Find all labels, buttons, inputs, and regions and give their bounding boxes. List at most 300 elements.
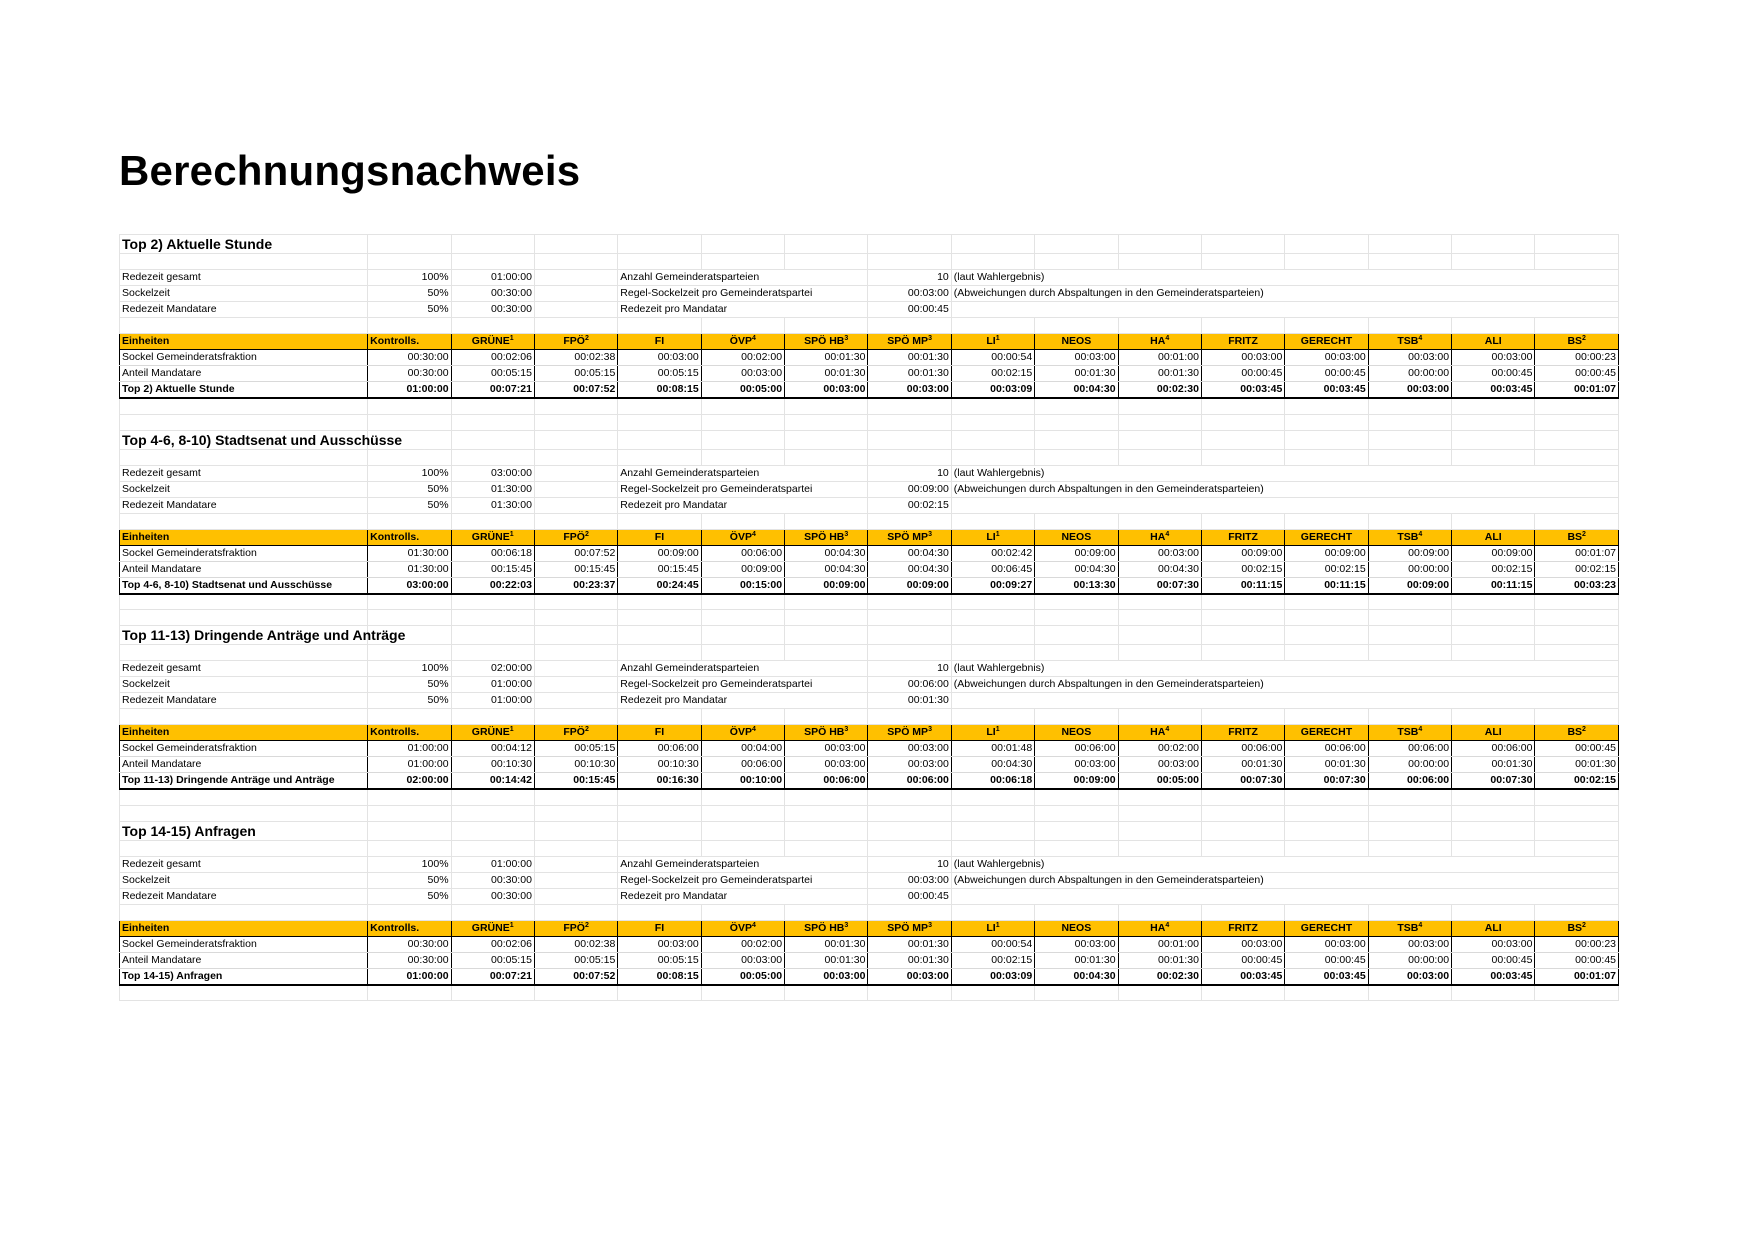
column-header-party (785, 920, 868, 936)
anteil-row (120, 366, 1619, 382)
time-value: 01:00:00 (368, 757, 451, 773)
empty-cell (951, 318, 1034, 334)
time-value: 00:05:00 (701, 968, 784, 985)
parameter-note: (laut Wahlergebnis) (951, 856, 1618, 872)
column-header-einheiten: Einheiten (120, 920, 368, 936)
empty-cell (951, 709, 1034, 725)
empty-cell (701, 610, 784, 626)
empty-cell (1035, 235, 1118, 254)
empty-cell (868, 235, 951, 254)
empty-cell (534, 430, 617, 449)
empty-cell (368, 398, 451, 414)
time-value: 03:00:00 (368, 577, 451, 594)
column-header-party (618, 334, 701, 350)
time-value: 00:01:30 (868, 366, 951, 382)
sockel-row (120, 741, 1619, 757)
time-value: 00:09:00 (701, 561, 784, 577)
time-value: 00:00:54 (951, 350, 1034, 366)
party-footnote: 2 (584, 726, 589, 733)
empty-cell (618, 840, 701, 856)
empty-cell (120, 414, 368, 430)
empty-cell (701, 904, 784, 920)
empty-cell (951, 513, 1034, 529)
empty-cell (1452, 709, 1535, 725)
empty-cell (451, 805, 534, 821)
empty-cell (451, 398, 534, 414)
empty-cell (785, 789, 868, 805)
party-name: FPÖ (563, 921, 585, 934)
time-value: 00:03:45 (1452, 968, 1535, 985)
parameter-percent: 50% (368, 302, 451, 318)
empty-cell (1535, 318, 1619, 334)
parameter-percent: 50% (368, 888, 451, 904)
empty-cell (368, 904, 451, 920)
column-header-party (868, 725, 951, 741)
empty-cell (1535, 430, 1619, 449)
empty-cell (368, 254, 451, 270)
party-name: NEOS (1061, 530, 1092, 543)
party-name: SPÖ MP (887, 335, 929, 347)
time-value: 00:06:00 (1368, 741, 1451, 757)
time-value: 00:03:00 (868, 757, 951, 773)
row-label: Top 11-13) Dringende Anträge und Anträge (120, 773, 368, 790)
time-value: 00:01:30 (1118, 952, 1201, 968)
empty-cell (534, 805, 617, 821)
empty-cell (1201, 414, 1284, 430)
empty-cell (1285, 985, 1368, 1001)
empty-cell (1035, 821, 1118, 840)
time-value: 00:06:18 (451, 545, 534, 561)
time-value: 00:06:00 (1201, 741, 1284, 757)
column-header-party (785, 334, 868, 350)
empty-cell (1368, 318, 1451, 334)
empty-cell (785, 645, 868, 661)
column-header-party (701, 334, 784, 350)
empty-cell (1201, 626, 1284, 645)
party-footnote: 4 (1418, 726, 1423, 733)
column-header-party (868, 334, 951, 350)
parameter-label: Anzahl Gemeinderatsparteien (618, 465, 868, 481)
parameter-label: Regel-Sockelzeit pro Gemeinderatspartei (618, 286, 868, 302)
empty-cell (618, 513, 701, 529)
empty-row (120, 449, 1619, 465)
party-footnote: 3 (928, 921, 932, 929)
empty-cell (120, 840, 368, 856)
empty-cell (451, 645, 534, 661)
empty-cell (785, 594, 868, 610)
empty-cell (785, 254, 868, 270)
time-value: 00:04:30 (1035, 561, 1118, 577)
empty-cell (1452, 414, 1535, 430)
empty-cell (1368, 594, 1451, 610)
time-value: 00:04:12 (451, 741, 534, 757)
empty-cell (868, 709, 951, 725)
party-name: FI (654, 335, 665, 347)
sheet-table (119, 234, 1619, 1001)
empty-cell (1201, 821, 1284, 840)
parameter-note (951, 497, 1618, 513)
row-label: Sockel Gemeinderatsfraktion (120, 936, 368, 952)
empty-cell (1285, 398, 1368, 414)
empty-cell (1452, 789, 1535, 805)
time-value: 00:01:30 (785, 952, 868, 968)
empty-cell (701, 645, 784, 661)
time-value: 00:07:21 (451, 382, 534, 399)
parameter-percent: 100% (368, 856, 451, 872)
time-value: 00:11:15 (1285, 577, 1368, 594)
time-value: 00:02:15 (951, 366, 1034, 382)
time-value: 00:02:15 (951, 952, 1034, 968)
empty-cell (1035, 610, 1118, 626)
party-name: ÖVP (729, 726, 752, 738)
empty-cell (1368, 821, 1451, 840)
parameter-row (120, 661, 1619, 677)
empty-cell (120, 594, 368, 610)
party-name: TSB (1397, 726, 1419, 738)
time-value: 00:05:15 (534, 952, 617, 968)
parameter-time: 02:00:00 (451, 661, 534, 677)
empty-cell (618, 414, 701, 430)
party-footnote: 1 (995, 726, 1000, 733)
empty-cell (868, 821, 951, 840)
empty-cell (1452, 398, 1535, 414)
time-value: 00:01:00 (1118, 350, 1201, 366)
empty-cell (1452, 805, 1535, 821)
empty-cell (451, 821, 534, 840)
empty-cell (368, 645, 451, 661)
parameter-time: 00:30:00 (451, 302, 534, 318)
time-value: 00:01:30 (785, 366, 868, 382)
time-value: 00:03:00 (868, 968, 951, 985)
parameter-row (120, 888, 1619, 904)
parameter-label: Redezeit gesamt (120, 465, 368, 481)
column-header-kontrolls: Kontrolls. (368, 529, 451, 545)
party-name: ALI (1484, 530, 1502, 543)
time-value: 01:00:00 (368, 968, 451, 985)
parameter-label: Redezeit gesamt (120, 661, 368, 677)
time-value: 00:15:45 (534, 773, 617, 790)
party-footnote: 4 (1165, 726, 1170, 733)
empty-cell (534, 318, 617, 334)
time-value: 00:05:15 (534, 741, 617, 757)
row-label: Top 2) Aktuelle Stunde (120, 382, 368, 399)
empty-cell (1452, 821, 1535, 840)
time-value: 00:04:30 (868, 545, 951, 561)
empty-cell (534, 497, 617, 513)
party-name: GERECHT (1300, 921, 1353, 934)
time-value: 00:02:15 (1201, 561, 1284, 577)
empty-cell (534, 626, 617, 645)
empty-cell (1535, 840, 1619, 856)
party-name: BS (1567, 921, 1583, 934)
party-name: ÖVP (729, 335, 752, 347)
empty-cell (451, 414, 534, 430)
parameter-row (120, 693, 1619, 709)
time-value: 00:03:00 (701, 366, 784, 382)
time-value: 00:02:42 (951, 545, 1034, 561)
party-name: TSB (1397, 921, 1419, 934)
empty-cell (1201, 318, 1284, 334)
party-footnote: 1 (509, 921, 514, 929)
time-value: 00:06:00 (1368, 773, 1451, 790)
empty-cell (951, 610, 1034, 626)
empty-row (120, 594, 1619, 610)
parameter-time: 03:00:00 (451, 465, 534, 481)
column-header-party (618, 529, 701, 545)
parameter-value: 00:03:00 (868, 872, 951, 888)
empty-cell (701, 414, 784, 430)
parameter-label: Redezeit pro Mandatar (618, 888, 868, 904)
time-value: 00:03:00 (785, 741, 868, 757)
party-name: FI (654, 530, 665, 543)
time-value: 00:00:45 (1535, 366, 1619, 382)
empty-cell (534, 821, 617, 840)
empty-cell (1452, 985, 1535, 1001)
party-name: SPÖ HB (804, 335, 845, 347)
empty-cell (618, 985, 701, 1001)
empty-cell (1368, 626, 1451, 645)
time-value: 00:03:00 (785, 968, 868, 985)
column-header-party (1118, 334, 1201, 350)
empty-cell (1285, 904, 1368, 920)
party-footnote: 2 (584, 335, 589, 342)
empty-cell (1535, 904, 1619, 920)
column-header-party (785, 725, 868, 741)
empty-cell (451, 235, 534, 254)
empty-cell (618, 805, 701, 821)
time-value: 01:00:00 (368, 382, 451, 399)
time-value: 00:00:45 (1535, 741, 1619, 757)
time-value: 00:03:00 (785, 382, 868, 399)
empty-cell (368, 414, 451, 430)
time-value: 00:09:27 (951, 577, 1034, 594)
parameter-value: 10 (868, 856, 951, 872)
empty-cell (868, 904, 951, 920)
empty-cell (785, 449, 868, 465)
column-header-party (1285, 334, 1368, 350)
time-value: 00:03:00 (1368, 936, 1451, 952)
empty-cell (368, 840, 451, 856)
time-value: 00:04:30 (1035, 382, 1118, 399)
empty-cell (1535, 821, 1619, 840)
time-value: 00:07:30 (1201, 773, 1284, 790)
empty-cell (1118, 449, 1201, 465)
empty-cell (701, 318, 784, 334)
time-value: 00:03:00 (1285, 936, 1368, 952)
column-header-party (1035, 920, 1118, 936)
time-value: 00:04:00 (701, 741, 784, 757)
empty-cell (618, 789, 701, 805)
party-name: ÖVP (729, 530, 752, 543)
column-header-party (1201, 725, 1284, 741)
time-value: 00:01:07 (1535, 968, 1619, 985)
party-footnote: 4 (1165, 921, 1170, 929)
empty-cell (368, 449, 451, 465)
party-footnote: 1 (995, 921, 1000, 929)
empty-cell (451, 789, 534, 805)
empty-cell (1368, 789, 1451, 805)
empty-cell (534, 513, 617, 529)
time-value: 00:23:37 (534, 577, 617, 594)
row-label: Anteil Mandatare (120, 757, 368, 773)
time-value: 00:11:15 (1452, 577, 1535, 594)
time-value: 00:03:45 (1285, 382, 1368, 399)
empty-cell (951, 985, 1034, 1001)
column-header-party (1535, 920, 1619, 936)
time-value: 00:02:15 (1452, 561, 1535, 577)
parameter-note (951, 888, 1618, 904)
empty-cell (534, 465, 617, 481)
time-value: 00:07:30 (1118, 577, 1201, 594)
empty-cell (1452, 430, 1535, 449)
parameter-percent: 50% (368, 497, 451, 513)
row-label: Top 14-15) Anfragen (120, 968, 368, 985)
empty-cell (1035, 789, 1118, 805)
time-value: 00:04:30 (951, 757, 1034, 773)
row-label: Top 4-6, 8-10) Stadtsenat und Ausschüsse (120, 577, 368, 594)
empty-cell (1535, 594, 1619, 610)
time-value: 00:15:45 (534, 561, 617, 577)
time-value: 00:09:00 (785, 577, 868, 594)
empty-cell (1368, 398, 1451, 414)
empty-row (120, 709, 1619, 725)
empty-cell (534, 856, 617, 872)
empty-cell (1368, 904, 1451, 920)
time-value: 00:01:30 (1035, 952, 1118, 968)
party-name: ALI (1484, 921, 1502, 934)
empty-cell (951, 398, 1034, 414)
time-value: 00:03:23 (1535, 577, 1619, 594)
time-value: 00:06:00 (868, 773, 951, 790)
empty-cell (701, 398, 784, 414)
party-name: ALI (1484, 726, 1502, 738)
empty-cell (1201, 594, 1284, 610)
empty-cell (120, 398, 368, 414)
empty-cell (701, 254, 784, 270)
empty-cell (868, 430, 951, 449)
time-value: 00:00:45 (1535, 952, 1619, 968)
column-header-party (1285, 529, 1368, 545)
empty-cell (618, 904, 701, 920)
time-value: 00:04:30 (785, 561, 868, 577)
time-value: 00:00:23 (1535, 350, 1619, 366)
empty-cell (1285, 235, 1368, 254)
time-value: 00:13:30 (1035, 577, 1118, 594)
empty-cell (1035, 414, 1118, 430)
parameter-label: Sockelzeit (120, 677, 368, 693)
column-header-party (1285, 725, 1368, 741)
empty-cell (1285, 610, 1368, 626)
empty-cell (451, 904, 534, 920)
empty-cell (1201, 449, 1284, 465)
parameter-label: Regel-Sockelzeit pro Gemeinderatspartei (618, 677, 868, 693)
empty-cell (951, 626, 1034, 645)
table-header-row (120, 529, 1619, 545)
time-value: 00:09:00 (1201, 545, 1284, 561)
empty-cell (1118, 254, 1201, 270)
party-footnote: 4 (751, 335, 756, 342)
party-footnote: 3 (844, 335, 849, 342)
parameter-percent: 50% (368, 677, 451, 693)
empty-cell (1285, 709, 1368, 725)
time-value: 00:08:15 (618, 382, 701, 399)
time-value: 00:03:45 (1201, 968, 1284, 985)
parameter-label: Anzahl Gemeinderatsparteien (618, 270, 868, 286)
empty-cell (451, 610, 534, 626)
empty-cell (451, 318, 534, 334)
time-value: 00:06:00 (701, 545, 784, 561)
total-row (120, 577, 1619, 594)
empty-row (120, 414, 1619, 430)
party-footnote: 2 (1582, 530, 1586, 538)
party-name: FRITZ (1228, 335, 1258, 347)
empty-cell (1035, 645, 1118, 661)
time-value: 00:01:30 (785, 936, 868, 952)
column-header-party (1118, 725, 1201, 741)
calculation-sheet (119, 234, 1619, 1001)
column-header-party (534, 725, 617, 741)
time-value: 00:10:30 (451, 757, 534, 773)
party-name: NEOS (1061, 921, 1092, 934)
empty-cell (868, 985, 951, 1001)
sockel-row (120, 936, 1619, 952)
time-value: 00:01:30 (868, 952, 951, 968)
empty-cell (1118, 821, 1201, 840)
empty-cell (1118, 645, 1201, 661)
party-name: LI (986, 530, 996, 543)
parameter-value: 00:01:30 (868, 693, 951, 709)
column-header-party (451, 725, 534, 741)
party-name: LI (986, 335, 996, 347)
parameter-row (120, 856, 1619, 872)
empty-cell (1035, 904, 1118, 920)
empty-cell (1035, 398, 1118, 414)
party-name: BS (1567, 726, 1583, 738)
column-header-party (785, 529, 868, 545)
empty-cell (1285, 821, 1368, 840)
empty-cell (1285, 254, 1368, 270)
time-value: 00:03:00 (1368, 382, 1451, 399)
time-value: 00:01:07 (1535, 382, 1619, 399)
empty-cell (1285, 594, 1368, 610)
empty-cell (868, 513, 951, 529)
empty-cell (1452, 840, 1535, 856)
empty-cell (951, 414, 1034, 430)
parameter-row (120, 286, 1619, 302)
anteil-row (120, 952, 1619, 968)
empty-cell (618, 318, 701, 334)
time-value: 00:09:00 (1368, 577, 1451, 594)
sockel-row (120, 545, 1619, 561)
parameter-time: 01:00:00 (451, 677, 534, 693)
column-header-party (618, 725, 701, 741)
empty-cell (951, 254, 1034, 270)
empty-cell (618, 449, 701, 465)
empty-cell (1118, 789, 1201, 805)
parameter-note (951, 302, 1618, 318)
sockel-row (120, 350, 1619, 366)
time-value: 00:09:00 (618, 545, 701, 561)
time-value: 00:09:00 (1285, 545, 1368, 561)
party-name: FRITZ (1228, 726, 1258, 738)
time-value: 00:00:00 (1368, 952, 1451, 968)
party-name: GERECHT (1300, 726, 1353, 738)
parameter-note: (laut Wahlergebnis) (951, 465, 1618, 481)
time-value: 00:01:30 (1035, 366, 1118, 382)
empty-cell (618, 254, 701, 270)
row-label: Sockel Gemeinderatsfraktion (120, 350, 368, 366)
empty-cell (1452, 235, 1535, 254)
